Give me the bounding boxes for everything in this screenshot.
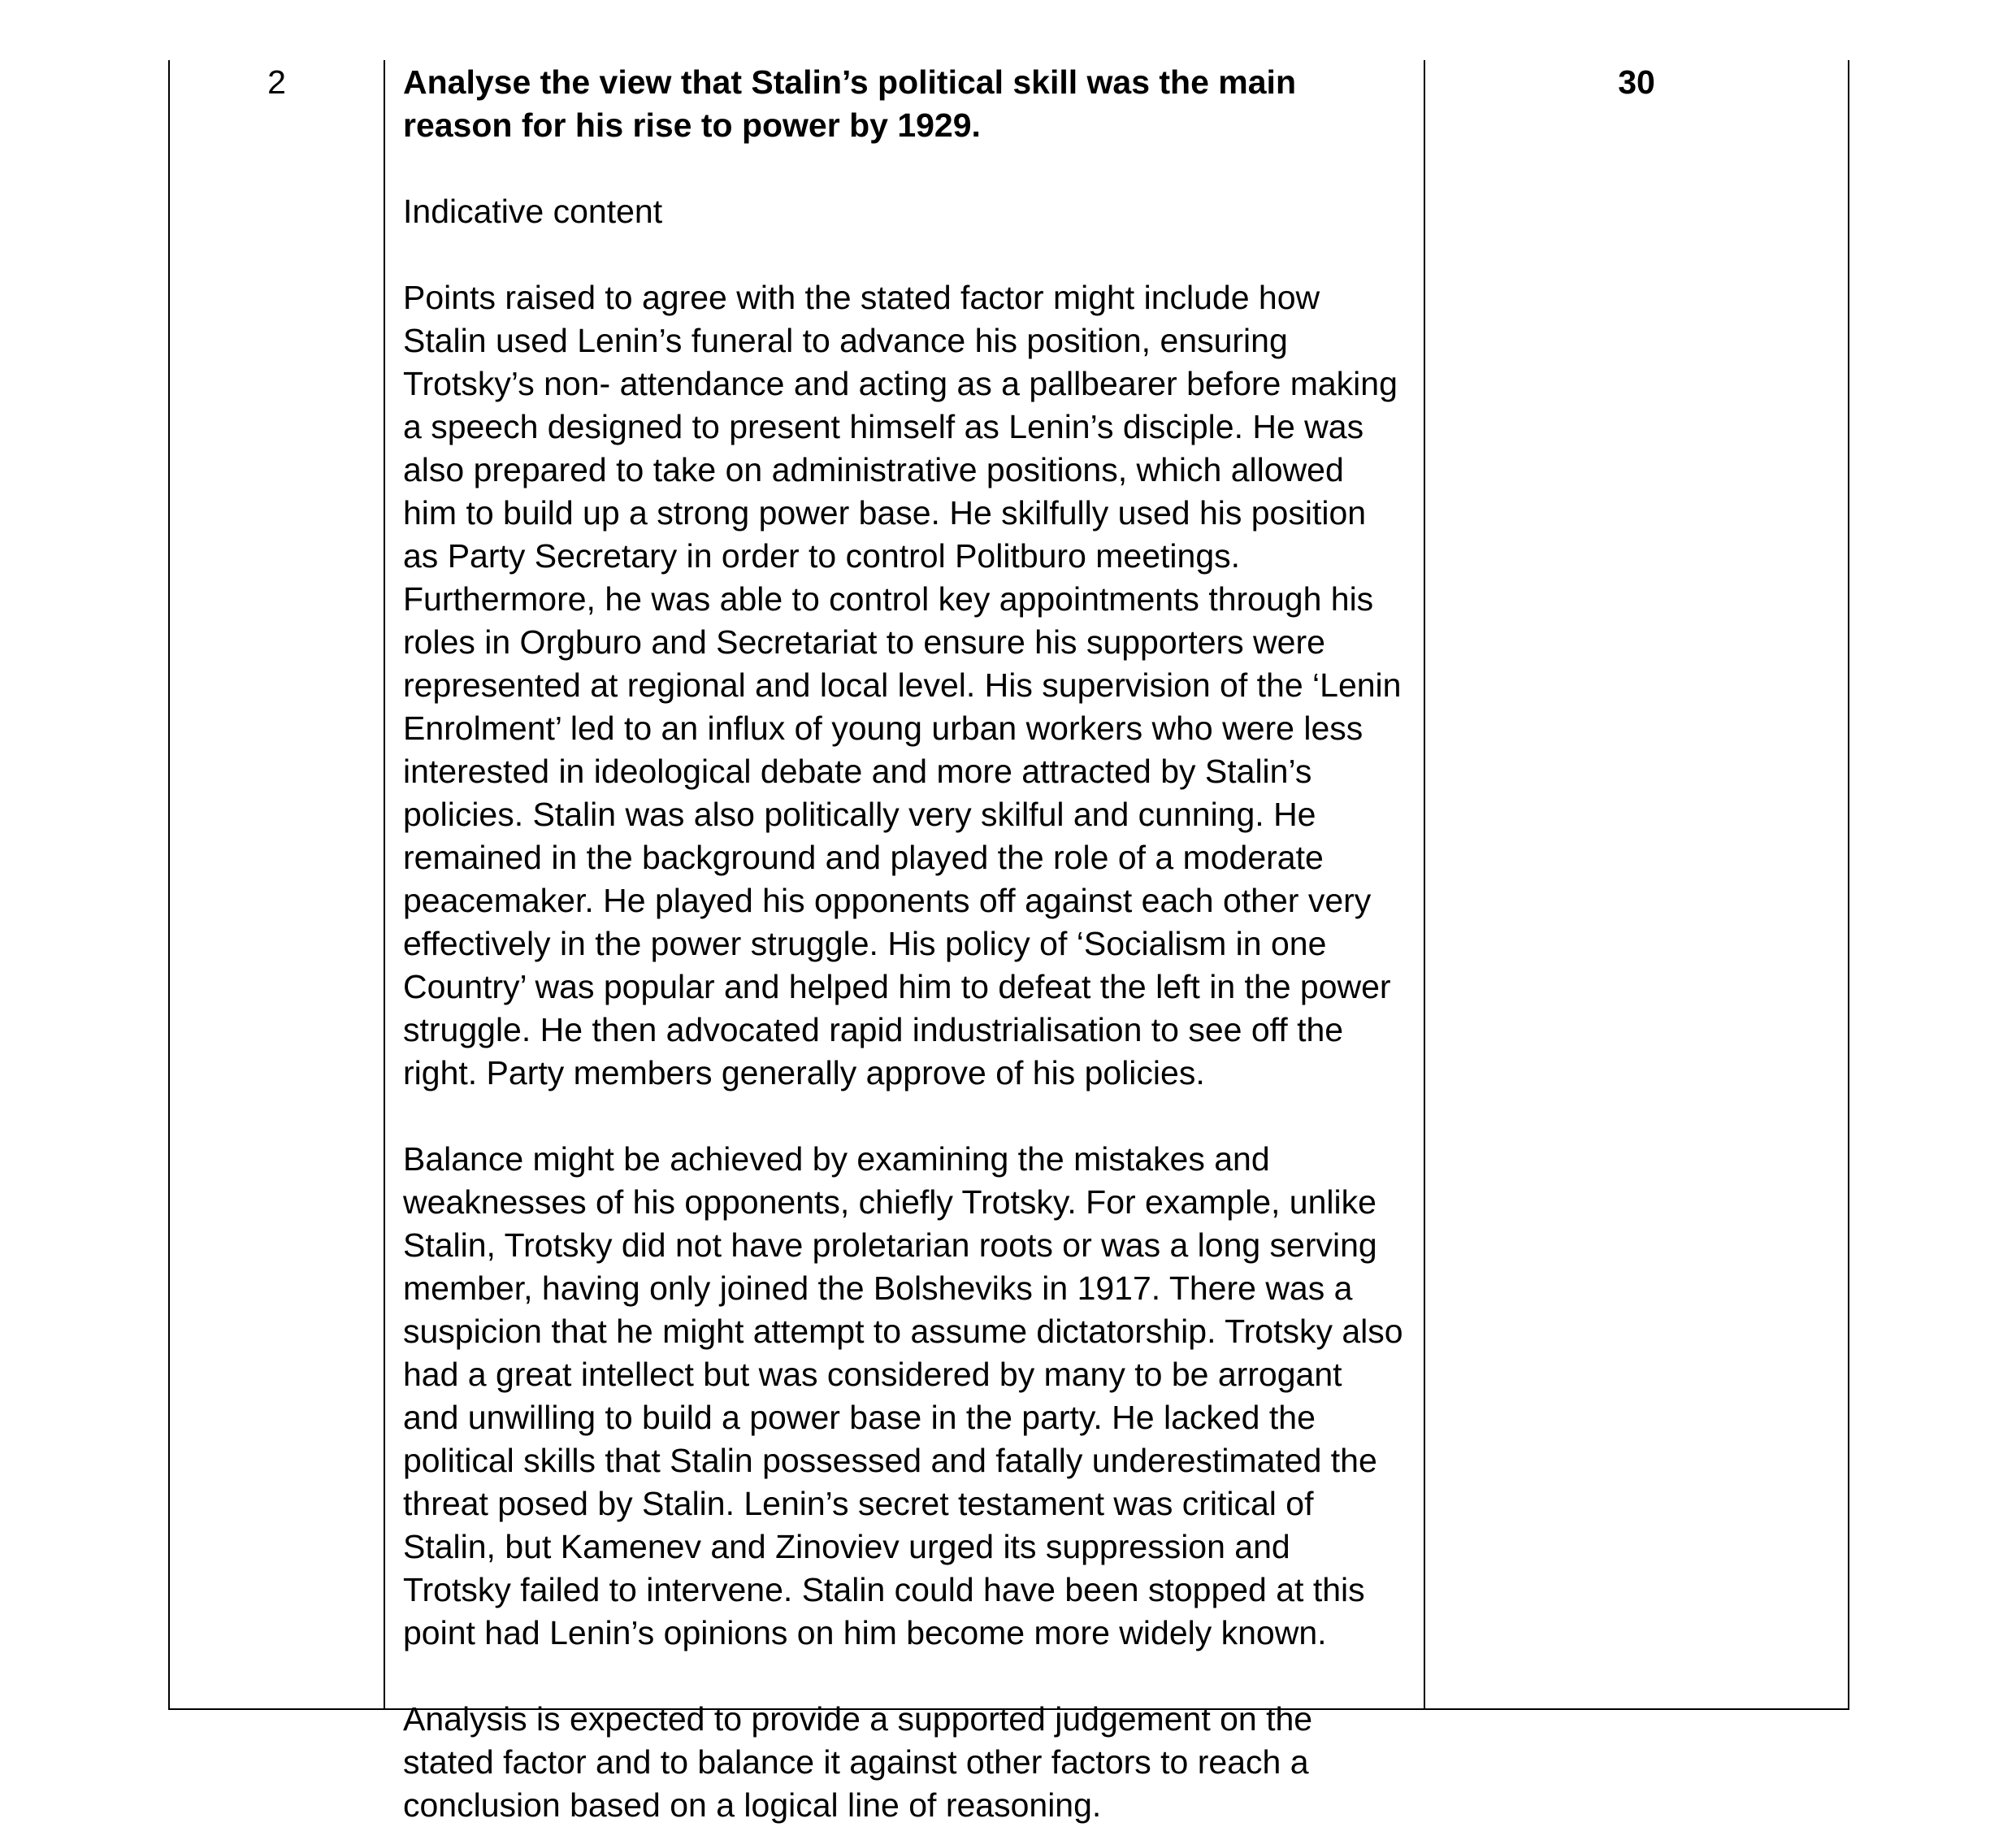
question-content-cell	[385, 60, 1425, 1824]
paragraph-balance: Balance might be achieved by examining the mistakes and weaknesses of his opponents, chiefly Trotsky. For example, unlike Stalin, Trotsky did not have proletarian roots or was a long serving member, having only joined the Bolsheviks in 1917. There was a suspicion that he might attempt to assume dictatorship. Trotsky also had a great intellect but was considered by many to be arrogant and unwilling to build a power base in the party. He lacked the political skills that Stalin possessed and fatally underestimated the threat posed by Stalin. Lenin’s secret testament was critical of Stalin, but Kamenev and Zinoviev urged its suppression and Trotsky failed to intervene. Stalin could have been stopped at this point had Lenin’s opinions on him become more widely known.	[403, 1140, 1403, 1651]
question-number-cell	[170, 60, 385, 1708]
question-text: Analyse the view that Stalin’s political skill was the main reason for his rise to power by 1929.	[403, 63, 1296, 144]
marks-value: 30	[1618, 63, 1655, 101]
indicative-content-heading: Indicative content	[403, 193, 663, 230]
question-number: 2	[267, 63, 286, 101]
paragraph-agree: Points raised to agree with the stated factor might include how Stalin used Lenin’s funeral to advance his position, ensuring Trotsky’s non- attendance and acting as a pallbearer before making a speech designed to present himself as Lenin’s disciple. He was also prepared to take on administrative positions, which allowed him to build up a strong power base. He skilfully used his position as Party Secretary in order to control Politburo meetings. Furthermore, he was able to control key appointments through his roles in Orgburo and Secretariat to ensure his supporters were represented at regional and local level. His supervision of the ‘Lenin Enrolment’ led to an influx of young urban workers who were less interested in ideological debate and more attracted by Stalin’s policies. Stalin was also politically very skilful and cunning. He remained in the background and played the role of a moderate peacemaker. He played his opponents off against each other very effectively in the power struggle. His policy of ‘Socialism in one Country’ was popular and helped him to defeat the left in the power struggle. He then advocated rapid industrialisation to see off the right. Party members generally approve of his policies.	[403, 279, 1402, 1091]
paragraph-analysis: Analysis is expected to provide a supported judgement on the stated factor and to balance it against other factors to reach a conclusion based on a logical line of reasoning.	[403, 1700, 1313, 1824]
marks-cell	[1425, 60, 1848, 1708]
marking-scheme-table	[168, 60, 1849, 1824]
